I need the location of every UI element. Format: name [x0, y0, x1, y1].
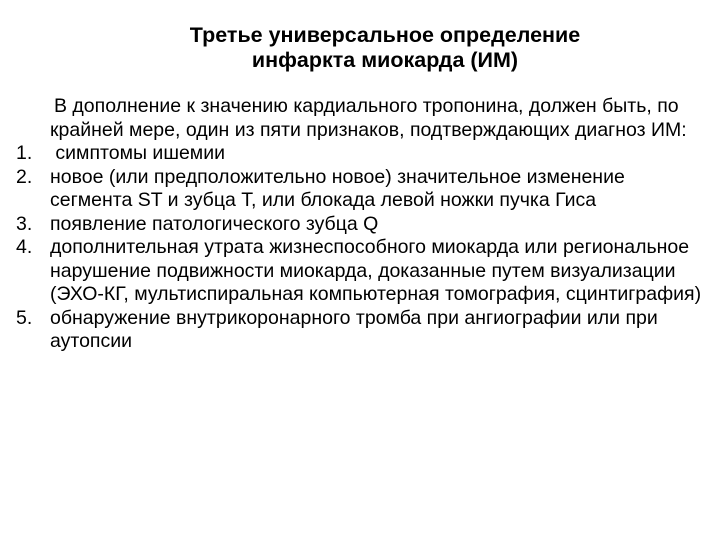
list-item — [16, 213, 706, 237]
item-number: 5. — [16, 306, 33, 329]
item-text: появление патологического зубца Q — [50, 212, 379, 235]
item-number: 2. — [16, 165, 33, 188]
criteria-list — [16, 142, 706, 354]
title-line-1: Третье универсальное определение — [189, 23, 581, 47]
item-number: 3. — [16, 212, 33, 235]
list-item — [16, 307, 706, 354]
item-number: 4. — [16, 236, 33, 258]
list-item — [16, 166, 706, 213]
list-item — [16, 142, 706, 166]
intro-paragraph: В дополнение к значению кардиального тропонина, должен быть, по крайней мере, один из пяти признаков, подтверждающих диагноз ИМ: — [50, 95, 687, 141]
item-text: симптомы ишемии — [50, 142, 225, 164]
slide-title — [60, 23, 710, 73]
item-number: 1. — [16, 142, 33, 164]
item-text: дополнительная утрата жизнеспособного миокарда или региональное нарушение подвижности миокарда, доказанные путем визуализации (ЭХО-КГ, мультиспиральная компьютерная томография, сцинтиграфия) — [50, 236, 702, 305]
item-text: новое (или предположительно новое) значительное изменение сегмента ST и зубца T, или блокада левой ножки пучка Гиса — [50, 165, 636, 211]
slide-body — [16, 95, 706, 354]
list-item — [16, 236, 706, 307]
title-line-2: инфаркта миокарда (ИМ) — [251, 48, 519, 72]
item-text: обнаружение внутрикоронарного тромба при ангиографии или при аутопсии — [50, 306, 658, 352]
